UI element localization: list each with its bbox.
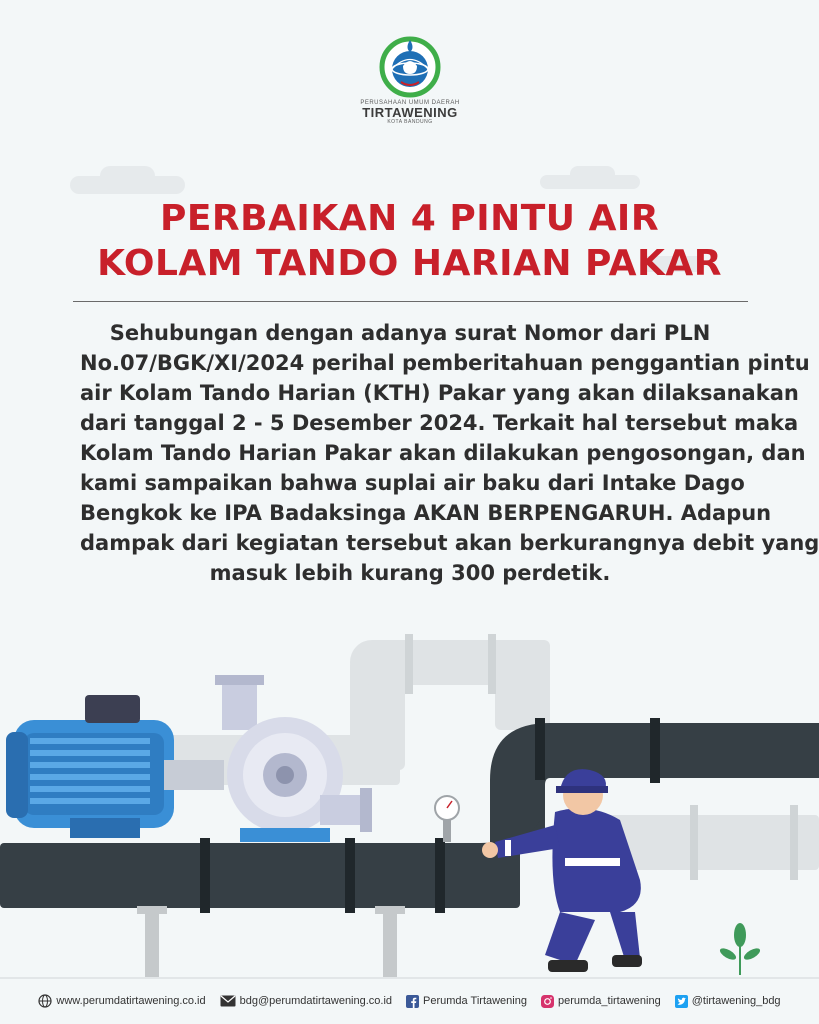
facebook-link[interactable] [406,995,527,1008]
facebook-icon [406,995,419,1008]
instagram-icon [541,995,554,1008]
electric-motor [6,695,224,838]
body-line: Kolam Tando Harian Pakar akan dilakukan pengosongan, dan [80,441,806,465]
contact-footer [0,988,819,1014]
page-title [0,196,819,286]
body-text-segment: . Adapun [665,501,772,525]
website-link[interactable] [38,994,205,1008]
logo-tagline: PERUSAHAAN UMUM DAERAH [360,100,460,106]
date-range-highlight: 2 - 5 Desember 2024 [231,411,478,435]
title-line-2: KOLAM TANDO HARIAN PAKAR [97,243,722,284]
body-line [80,408,799,438]
logo-emblem-icon [379,36,441,98]
pump-illustration [0,620,819,990]
body-line: dampak dari kegiatan tersebut akan berkurangnya debit yang [80,531,819,555]
body-line [80,498,772,528]
instagram-link[interactable] [541,995,661,1008]
email-link[interactable] [220,995,392,1007]
plant-icon [718,923,762,975]
pipe-supports [137,906,405,978]
twitter-text: @tirtawening_bdg [691,995,781,1007]
body-line: kami sampaikan bahwa suplai air baku dari Intake Dago [80,471,745,495]
twitter-icon [675,995,688,1008]
facebook-text: Perumda Tirtawening [423,995,527,1007]
divider [73,301,748,302]
logo-city: KOTA BANDUNG [387,119,433,125]
twitter-link[interactable] [675,995,781,1008]
email-text: bdg@perumdatirtawening.co.id [239,995,393,1007]
logo-brand-name: TIRTAWENING [362,105,458,120]
company-logo [360,36,460,136]
title-line-1: PERBAIKAN 4 PINTU AIR [159,198,660,239]
cloud-left-top [100,166,155,186]
body-text-segment: dari tanggal [80,411,232,435]
announcement-text [80,318,819,588]
body-text-segment: . Terkait hal tersebut maka [477,411,799,435]
impact-highlight: AKAN BERPENGARUH [413,501,666,525]
instagram-text: perumda_tirtawening [557,995,661,1007]
body-line: No.07/BGK/XI/2024 perihal pemberitahuan penggantian pintu [80,351,810,375]
body-text-segment: Bengkok ke IPA Badaksinga [80,501,414,525]
pressure-gauge [435,796,459,842]
cloud-right-top [570,166,615,182]
globe-icon [38,994,52,1008]
mail-icon [220,995,236,1007]
website-text: www.perumdatirtawening.co.id [56,995,206,1007]
body-line: air Kolam Tando Harian (KTH) Pakar yang akan dilaksanakan [80,381,799,405]
body-line: Sehubungan dengan adanya surat Nomor dari PLN [109,321,711,345]
body-line: masuk lebih kurang 300 perdetik. [209,561,611,585]
